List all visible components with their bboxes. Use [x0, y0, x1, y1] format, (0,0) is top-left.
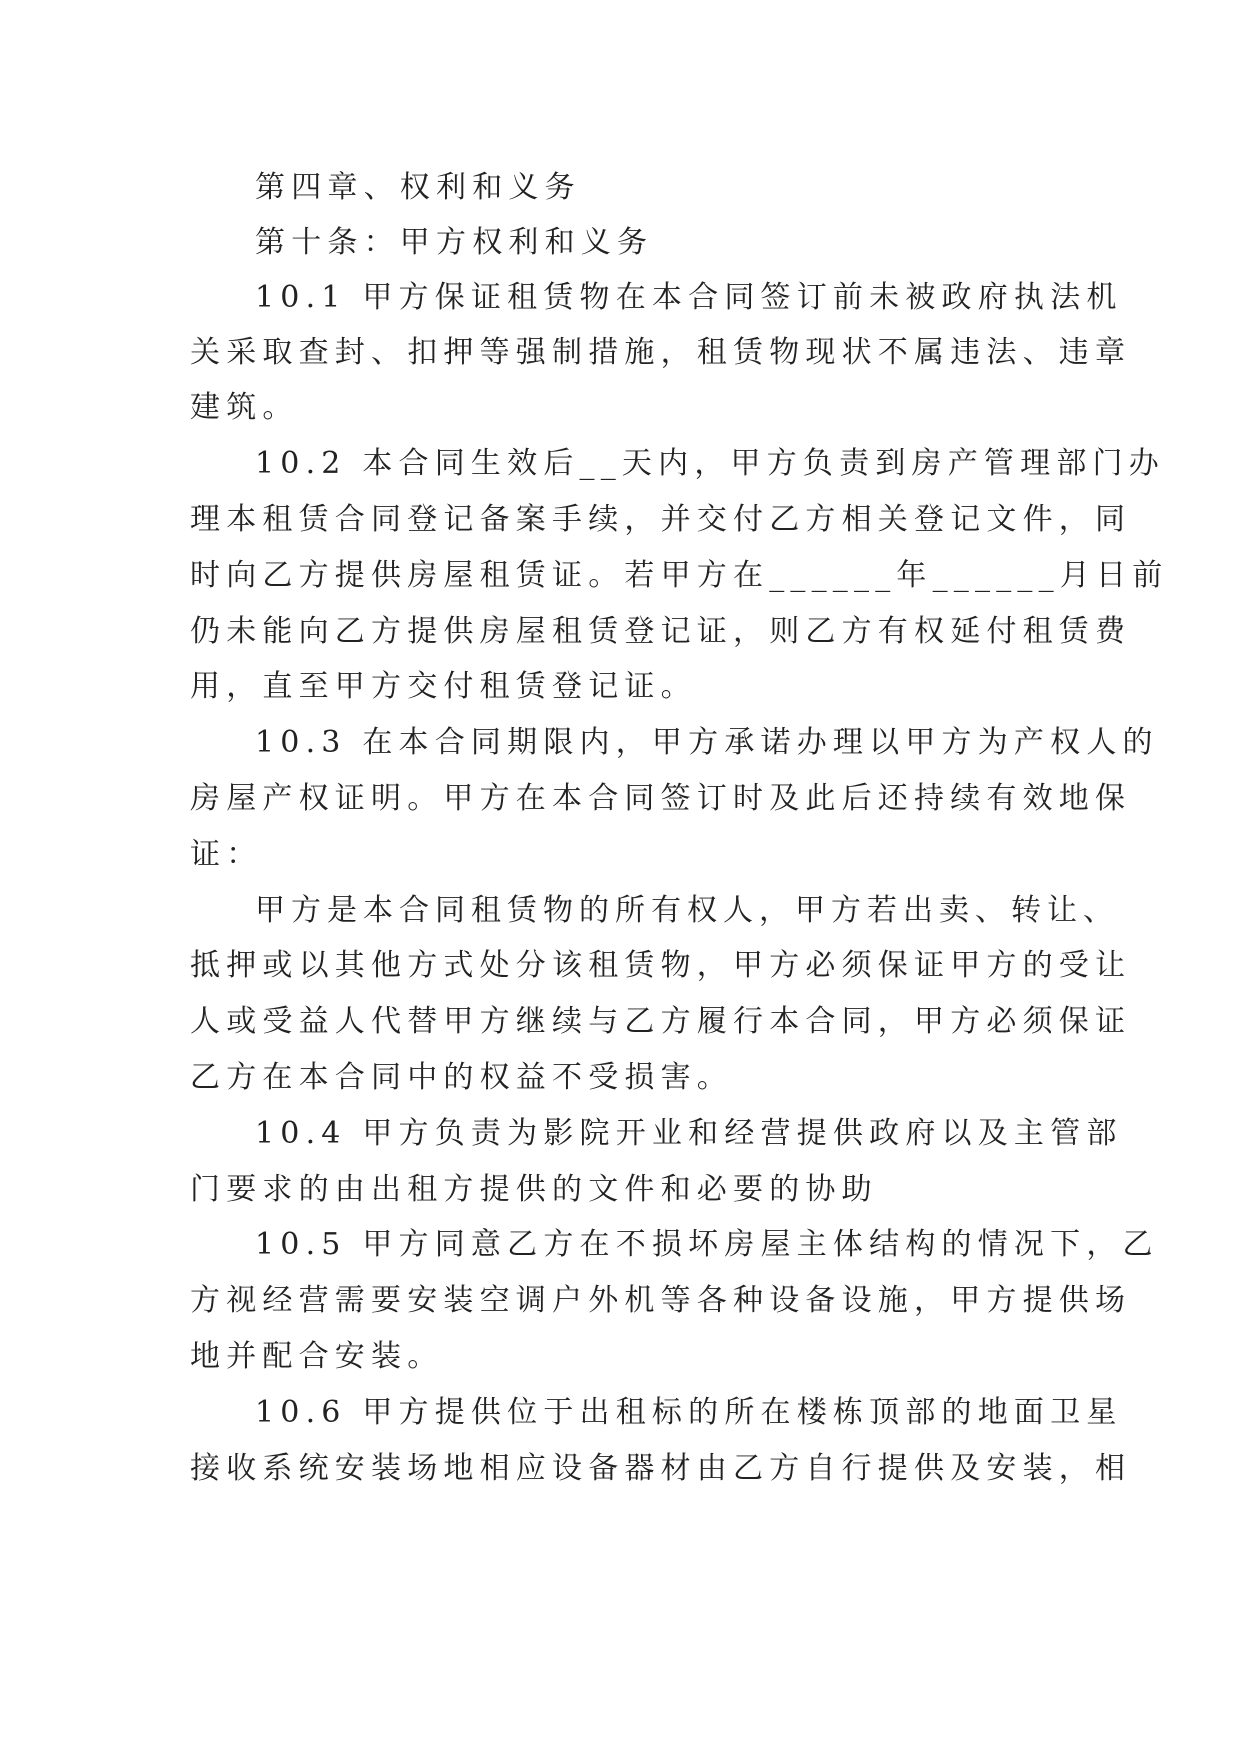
text-line: 方视经营需要安装空调户外机等各种设备设施，甲方提供场 [190, 1283, 1132, 1318]
text-line: 门要求的由出租方提供的文件和必要的协助 [190, 1172, 878, 1207]
text-line: 证： [190, 837, 263, 872]
text-line: 时向乙方提供房屋租赁证。若甲方在______年______月日前 [190, 558, 1169, 593]
text-line: 10.2 本合同生效后__天内，甲方负责到房产管理部门办 [255, 446, 1165, 481]
text-line: 理本租赁合同登记备案手续，并交付乙方相关登记文件，同 [190, 502, 1132, 537]
text-line: 乙方在本合同中的权益不受损害。 [190, 1060, 733, 1095]
article-heading: 第十条：甲方权利和义务 [255, 225, 654, 260]
text-line: 10.1 甲方保证租赁物在本合同签订前未被政府执法机 [255, 280, 1123, 315]
text-line: 房屋产权证明。甲方在本合同签订时及此后还持续有效地保 [190, 781, 1132, 816]
text-line: 10.3 在本合同期限内，甲方承诺办理以甲方为产权人的 [255, 725, 1159, 760]
text-line: 用，直至甲方交付租赁登记证。 [190, 669, 697, 704]
text-line: 地并配合安装。 [190, 1339, 444, 1374]
chapter-heading: 第四章、权利和义务 [255, 170, 581, 205]
text-line: 仍未能向乙方提供房屋租赁登记证，则乙方有权延付租赁费 [190, 614, 1132, 649]
text-line: 建筑。 [190, 390, 299, 425]
text-line: 甲方是本合同租赁物的所有权人，甲方若出卖、转让、 [255, 893, 1119, 928]
text-line: 人或受益人代替甲方继续与乙方履行本合同，甲方必须保证 [190, 1004, 1132, 1039]
text-line: 关采取查封、扣押等强制措施，租赁物现状不属违法、违章 [190, 335, 1132, 370]
text-line: 10.5 甲方同意乙方在不损坏房屋主体结构的情况下，乙 [255, 1227, 1159, 1262]
text-line: 10.6 甲方提供位于出租标的所在楼栋顶部的地面卫星 [255, 1395, 1123, 1430]
text-line: 接收系统安装场地相应设备器材由乙方自行提供及安装，相 [190, 1451, 1132, 1486]
text-line: 10.4 甲方负责为影院开业和经营提供政府以及主管部 [255, 1116, 1123, 1151]
text-line: 抵押或以其他方式处分该租赁物，甲方必须保证甲方的受让 [190, 948, 1132, 983]
